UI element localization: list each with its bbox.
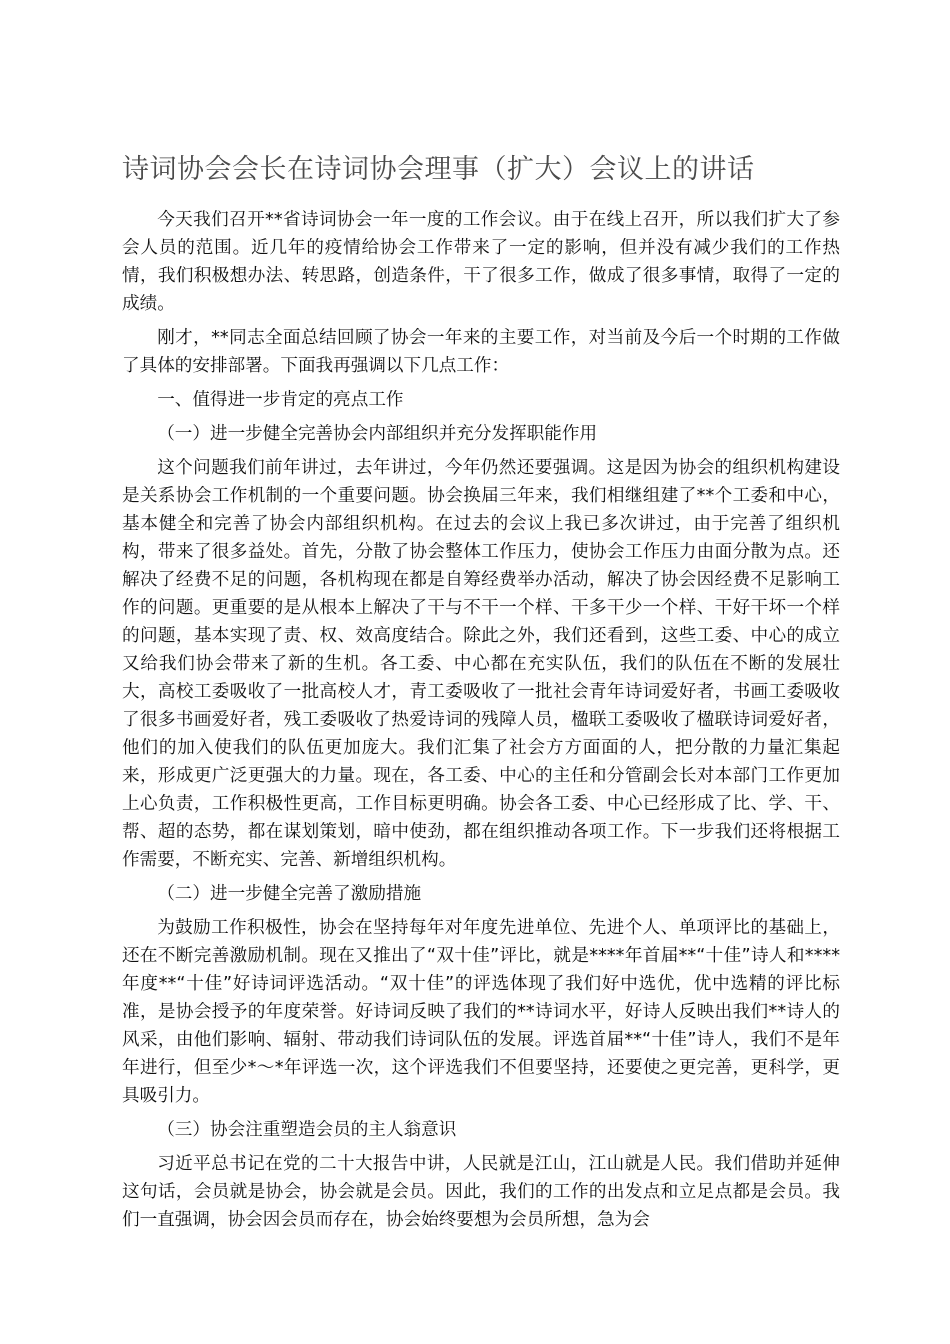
- paragraph-summary: 刚才，**同志全面总结回顾了协会一年来的主要工作，对当前及今后一个时期的工作做了具体的安排部署。下面我再强调以下几点工作：: [122, 328, 840, 376]
- subsection-heading-2: （二）进一步健全完善了激励措施: [157, 884, 422, 904]
- subsection-text-1: 这个问题我们前年讲过，去年讲过，今年仍然还要强调。这是因为协会的组织机构建设是关系协会工作机制的一个重要问题。协会换届三年来，我们相继组建了**个工委和中心，基本健全和完善了协会内部组织机构。在过去的会议上我已多次讲过，由于完善了组织机构，带来了很多益处。首先，分散了协会整体工作压力，使协会工作压力由面分散为点。还解决了经费不足的问题，各机构现在都是自筹经费举办活动，解决了协会因经费不足影响工作的问题。更重要的是从根本上解决了干与不干一个样、干多干少一个样、干好干坏一个样的问题，基本实现了责、权、效高度结合。除此之外，我们还看到，这些工委、中心的成立又给我们协会带来了新的生机。各工委、中心都在充实队伍，我们的队伍在不断的发展壮大，高校工委吸收了一批高校人才，青工委吸收了一批社会青年诗词爱好者，书画工委吸收了很多书画爱好者，残工委吸收了热爱诗词的残障人员，楹联工委吸收了楹联诗词爱好者，他们的加入使我们的队伍更加庞大。我们汇集了社会方方面面的人，把分散的力量汇集起来，形成更广泛更强大的力量。现在，各工委、中心的主任和分管副会长对本部门工作更加上心负责，工作积极性更高，工作目标更明确。协会各工委、中心已经形成了比、学、干、帮、超的态势，都在谋划策划，暗中使劲，都在组织推动各项工作。下一步我们还将根据工作需要，不断充实、完善、新增组织机构。: [122, 458, 840, 870]
- paragraph-intro: 今天我们召开**省诗词协会一年一度的工作会议。由于在线上召开，所以我们扩大了参会人员的范围。近几年的疫情给协会工作带来了一定的影响，但并没有减少我们的工作热情，我们积极想办法、转思路，创造条件，干了很多工作，做成了很多事情，取得了一定的成绩。: [122, 210, 840, 314]
- document-title: 诗词协会会长在诗词协会理事（扩大）会议上的讲话: [122, 154, 755, 185]
- document-body: [122, 206, 840, 1234]
- subsection-heading-1: （一）进一步健全完善协会内部组织并充分发挥职能作用: [157, 424, 598, 444]
- subsection-text-2: 为鼓励工作积极性，协会在坚持每年对年度先进单位、先进个人、单项评比的基础上，还在不断完善激励机制。现在又推出了“双十佳”评比，就是****年首届**“十佳”诗人和****年度**“十佳”好诗词评选活动。“双十佳”的评选体现了我们好中选优，优中选精的评比标准，是协会授予的年度荣誉。好诗词反映了我们的**诗词水平，好诗人反映出我们**诗人的风采，由他们影响、辐射、带动我们诗词队伍的发展。评选首届**“十佳”诗人，我们不是年年进行，但至少*～*年评选一次，这个评选我们不但要坚持，还要使之更完善，更科学，更具吸引力。: [122, 918, 840, 1106]
- section-heading-1: 一、值得进一步肯定的亮点工作: [157, 390, 404, 410]
- subsection-text-3: 习近平总书记在党的二十大报告中讲，人民就是江山，江山就是人民。我们借助并延伸这句话，会员就是协会，协会就是会员。因此，我们的工作的出发点和立足点都是会员。我们一直强调，协会因会员而存在，协会始终要想为会员所想，急为会: [122, 1154, 840, 1230]
- subsection-heading-3: （三）协会注重塑造会员的主人翁意识: [157, 1120, 457, 1140]
